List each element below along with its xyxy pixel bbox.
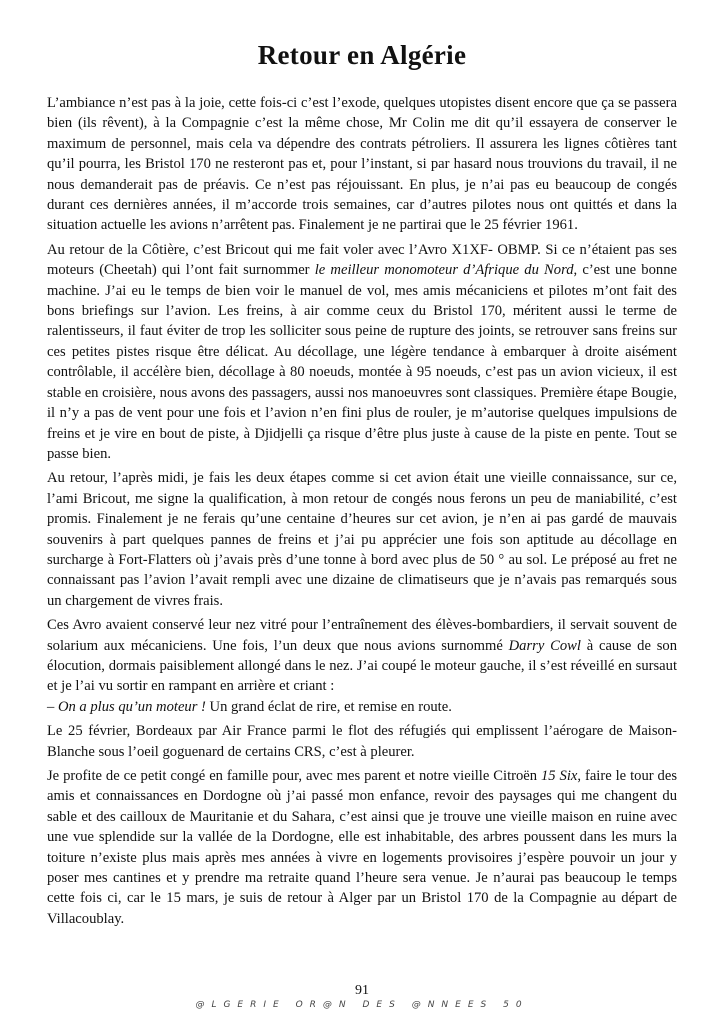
paragraph-text: Le 25 février, Bordeaux par Air France parmi le flot des réfugiés qui emplissent l’aérogare de Maison-Blanche sous l’oeil goguenard de certains CRS, c’est à pleurer. (47, 723, 677, 760)
paragraph-text: à cause de son élocution, dormais paisiblement allongé dans le nez. J’ai coupé le moteur gauche, il s’est réveillé en sursaut et je l’ai vu sortir en rampant en arrière et criant : (47, 637, 677, 695)
chapter-title: Retour en Algérie (257, 40, 467, 70)
paragraph-5 (47, 697, 677, 717)
footer-banner: @LGERIE OR@N DES @NNEES 50 (195, 1000, 529, 1010)
paragraph-7 (47, 766, 677, 929)
paragraph-2 (47, 240, 677, 464)
paragraph-text: Un grand éclat de rire, et remise en route. (205, 698, 452, 715)
italic-nickname: Darry Cowl (508, 637, 581, 654)
paragraph-4 (47, 615, 677, 697)
page-number: 91 (355, 983, 369, 998)
paragraph-1 (47, 93, 677, 236)
italic-dialogue: – On a plus qu’un moteur ! (47, 698, 206, 715)
paragraph-text: Je profite de ce petit congé en famille pour, avec mes parent et notre vieille Citroën (47, 768, 541, 784)
paragraph-text: , c’est une bonne machine. J’ai eu le temps de bien voir le manuel de vol, mes amis mécaniciens et pilotes m’ont fait des bons briefings sur l’avion. Les freins, à air comme ceux du Bristol 170, méritent aussi le terme de ralentisseurs, il faut éviter de trop les solliciter sous peine de rupture des joints, se retrouver sans freins sur ces petites pistes risque être délicat. Au décollage, une légère tendance à embarquer à droite aisément contrôlable, il accélère bien, décollage à 80 noeuds, montée à 95 noeuds, c’est pas un avion vicieux, il est stable en croisière, nous avons des passagers, aussi nos manoeuvres sont classiques. Première étape Bougie, il n’y a pas de vent pour une fois et l’avion n’en fini plus de rouler, je m’autorise quelques impulsions de freins et je vire en bout de piste, à Djidjelli ça risque d’être plus juste à cause de la piste en pente. Tout se passe bien. (47, 262, 677, 462)
chapter-body (47, 93, 677, 933)
paragraph-text: Ces Avro avaient conservé leur nez vitré pour l’entraînement des élèves-bombardiers, il servait souvent de solarium aux mécaniciens. Une fois, l’un deux que nous avions surnommé (47, 617, 677, 654)
paragraph-text: Au retour, l’après midi, je fais les deux étapes comme si cet avion était une vieille connaissance, sur ce, l’ami Bricout, me signe la qualification, à mon retour de congés nous ferons un peu de maniabilité, c’est promis. Finalement je ne ferais qu’une centaine d’heures sur cet avion, je n’en ai pas gardé de mauvais souvenirs à part quelques pannes de freins et j’ai pu apprécier une fois son aptitude au décollage en surcharge à Fort-Flatters où j’avais près d’une tonne à bord avec plus de 50 ° au sol. Le préposé au fret ne connaissant pas l’avion l’avait rempli avec une dizaine de climatiseurs que je n’avais pas remarqués sous un chargement de vivres frais. (47, 470, 677, 609)
paragraph-text: , faire le tour des amis et connaissances en Dordogne où j’ai passé mon enfance, revoir des paysages qui me changent du sable et des cailloux de Mauritanie et du Sahara, c’est ainsi que je trouve une vieille maison en ruine avec une vue splendide sur la vallée de la Dordogne, elle est inhabitable, des arbres poussent dans les murs la toiture n’existe plus mais après mes années à vivre en logements provisoires j’espère pouvoir un jour y poser mes cantines et y prendre ma retraite quand l’heure sera venue. Je n’aurai pas beaucoup le temps cette fois ci, car le 15 mars, je suis de retour à Alger par un Bristol 170 de la Compagnie au départ de Villacoublay. (47, 768, 678, 927)
paragraph-text: Au retour de la Côtière, c’est Bricout qui me fait voler avec l’Avro X1XF- OBMP. Si ce n’étaient pas ses moteurs (Cheetah) qui l’ont fait surnommer (47, 241, 677, 279)
italic-car-name: 15 Six (541, 768, 578, 784)
paragraph-3 (47, 468, 677, 611)
paragraph-6 (47, 721, 677, 762)
paragraph-text: L’ambiance n’est pas à la joie, cette fois-ci c’est l’exode, quelques utopistes disent encore que ça se passera bien (ils rêvent), à la Compagnie c’est la même chose, Mr Colin me dit qu’il essayera de conserver le maximum de personnel, mais cela va dépendre des contrats pétroliers. Il assurera les lignes côtières tant qu’il pourra, les Bristol 170 ne resteront pas et, pour l’instant, si par hasard nous trouvions du travail, il ne nous demanderait pas de préavis. Ce n’est pas réjouissant. En plus, je n’ai pas eu beaucoup de congés durant ces dernières années, il m’accorde trois semaines, car d’autres pilotes nous ont quittés et dans la situation actuelle les avions n’arrêtent pas. Finalement je ne partirai que le 25 février 1961. (47, 95, 677, 234)
italic-quote: le meilleur monomoteur d’Afrique du Nord (314, 262, 574, 279)
